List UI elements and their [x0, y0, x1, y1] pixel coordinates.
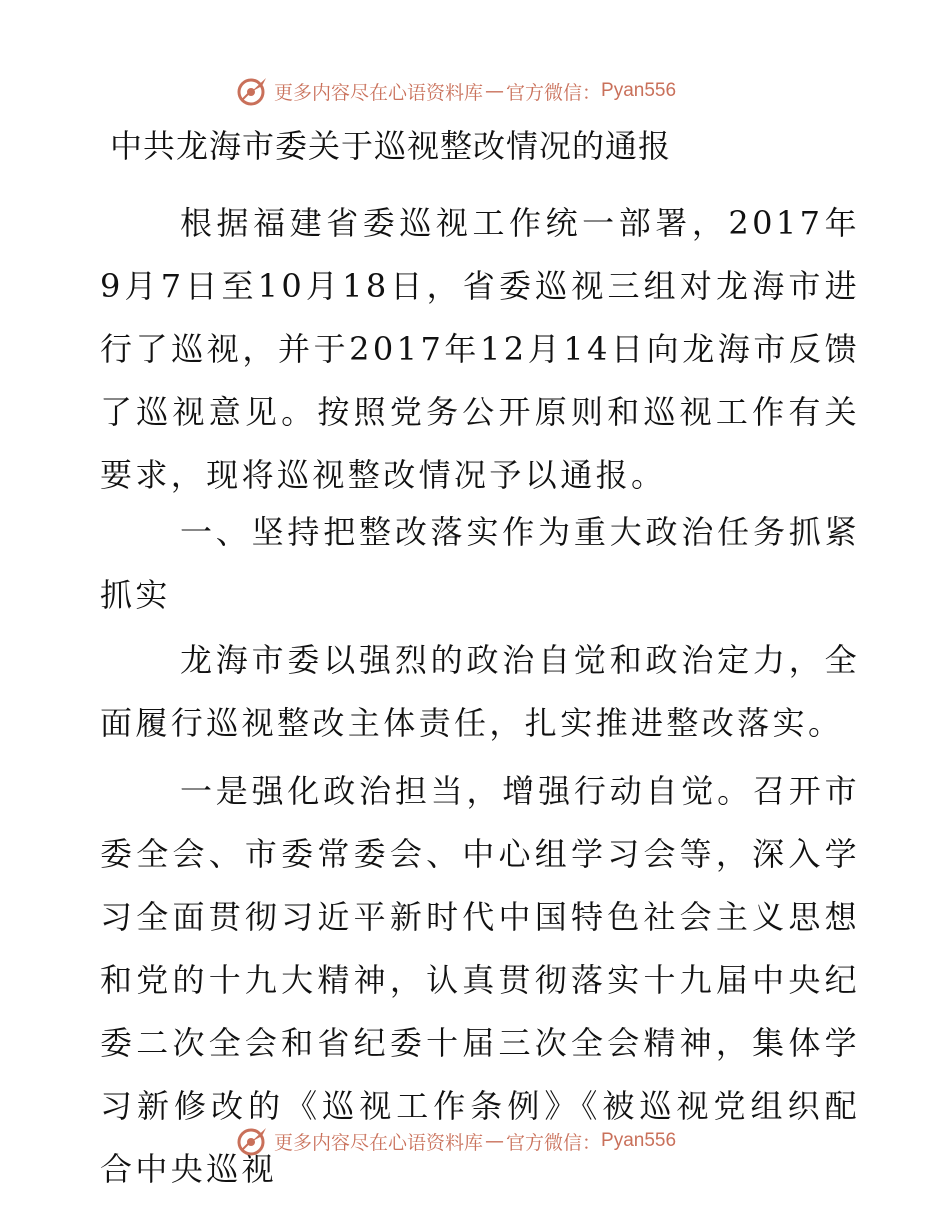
watermark-site-text: 更多内容尽在心语资料库 — [274, 1131, 484, 1154]
watermark-wechat-label: 官方微信： — [506, 81, 602, 104]
watermark-site-text: 更多内容尽在心语资料库 — [274, 81, 484, 104]
watermark-wechat-id: Pyan556 — [601, 80, 677, 101]
quill-logo-icon — [236, 74, 270, 108]
document-title: 中共龙海市委关于巡视整改情况的通报 — [110, 127, 672, 165]
section-summary-paragraph: 龙海市委以强烈的政治自觉和政治定力，全面履行巡视整改主体责任，扎实推进整改落实。 — [100, 641, 860, 742]
intro-paragraph: 根据福建省委巡视工作统一部署，2017年9月7日至10月18日，省委巡视三组对龙海市进行了巡视，并于2017年12月14日向龙海市反馈了巡视意见。按照党务公开原则和巡视工作有关要求，现将巡视整改情况予以通报。 — [100, 204, 860, 494]
watermark-separator: — — [485, 80, 505, 102]
watermark-wechat-id: Pyan556 — [601, 1130, 677, 1151]
footer-watermark — [236, 1121, 676, 1161]
quill-logo-icon — [236, 1124, 270, 1158]
section-heading: 一、坚持把整改落实作为重大政治任务抓紧抓实 — [100, 513, 860, 614]
header-watermark — [236, 71, 676, 111]
watermark-wechat-label: 官方微信： — [506, 1131, 602, 1154]
first-measure-paragraph: 一是强化政治担当，增强行动自觉。召开市委全会、市委常委会、中心组学习会等，深入学习全面贯彻习近平新时代中国特色社会主义思想和党的十九大精神，认真贯彻落实十九届中央纪委二次全会和省纪委十届三次全会精神，集体学习新修改的《巡视工作条例》《被巡视党组织配合中央巡视 — [100, 772, 860, 1188]
watermark-separator: — — [485, 1130, 505, 1152]
